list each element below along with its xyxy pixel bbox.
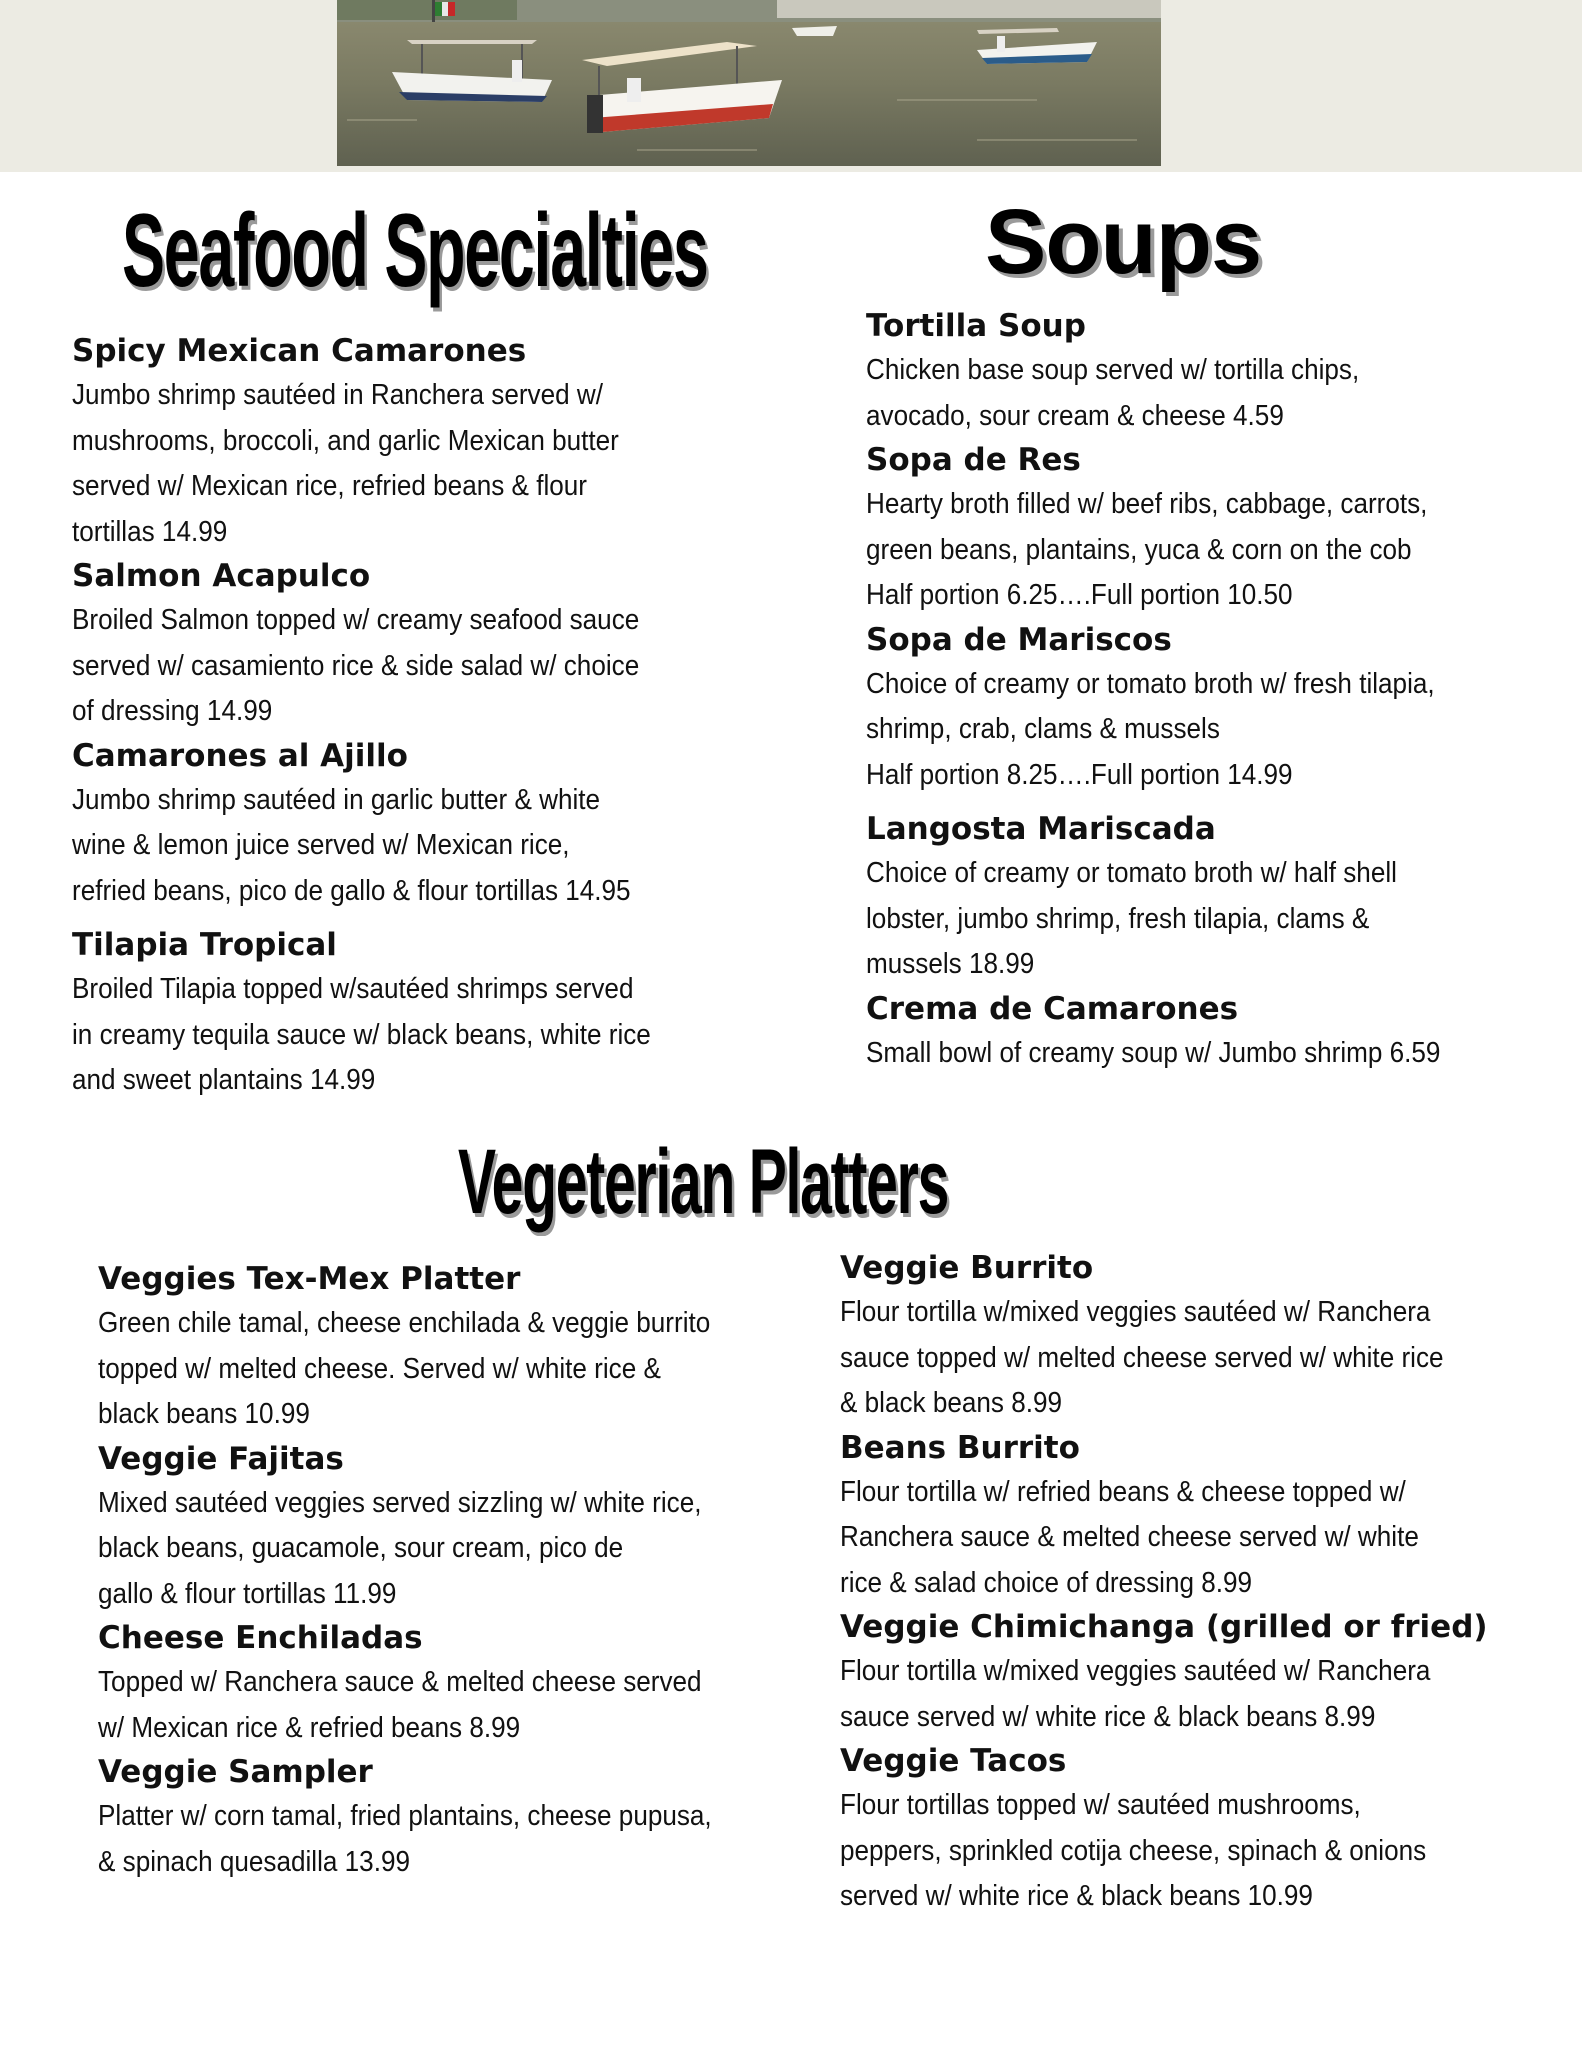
description-line: Flour tortilla w/ refried beans & cheese topped w/ bbox=[840, 1475, 1406, 1508]
description-line: Mixed sautéed veggies served sizzling w/ white rice, bbox=[98, 1486, 702, 1519]
description-line: Topped w/ Ranchera sauce & melted cheese served bbox=[98, 1666, 702, 1698]
description-line: mushrooms, broccoli, and garlic Mexican butter bbox=[72, 424, 619, 457]
menu-item-description bbox=[840, 1470, 1499, 1607]
description-line: Broiled Tilapia topped w/sautéed shrimps served bbox=[72, 973, 634, 1005]
menu-item bbox=[98, 1617, 778, 1751]
menu-item bbox=[98, 1438, 778, 1618]
description-line: tortillas 14.99 bbox=[72, 515, 228, 548]
menu-item-name: Cheese Enchiladas bbox=[98, 1620, 423, 1656]
description-line: served w/ casamiento rice & side salad w/ choice bbox=[72, 649, 640, 682]
description-line: black beans, guacamole, sour cream, pico de bbox=[98, 1532, 624, 1564]
description-line: Hearty broth filled w/ beef ribs, cabbage, carrots, bbox=[866, 488, 1428, 520]
vegetarian-list-left bbox=[98, 1258, 778, 1885]
menu-item-name: Beans Burrito bbox=[840, 1429, 1080, 1466]
description-line: & spinach quesadilla 13.99 bbox=[98, 1845, 410, 1878]
description-line: Flour tortillas topped w/ sautéed mushrooms, bbox=[840, 1789, 1361, 1821]
description-line: Jumbo shrimp sautéed in garlic butter & white bbox=[72, 783, 601, 816]
menu-item-name: Veggie Tacos bbox=[840, 1743, 1067, 1779]
menu-item-name: Veggies Tex-Mex Platter bbox=[98, 1261, 521, 1297]
menu-item-description bbox=[72, 598, 691, 735]
description-line: Jumbo shrimp sautéed in Ranchera served w/ bbox=[72, 379, 603, 411]
description-line: topped w/ melted cheese. Served w/ white rice & bbox=[98, 1352, 661, 1385]
description-line: black beans 10.99 bbox=[98, 1398, 310, 1430]
menu-item-description bbox=[840, 1290, 1499, 1427]
soups-list bbox=[866, 305, 1506, 1076]
menu-item-name: Salmon Acapulco bbox=[72, 558, 371, 594]
menu-item-description bbox=[72, 967, 691, 1104]
menu-item bbox=[866, 305, 1506, 439]
menu-item-name: Camarones al Ajillo bbox=[72, 737, 408, 774]
description-line: served w/ Mexican rice, refried beans & flour bbox=[72, 470, 587, 502]
menu-item bbox=[72, 330, 692, 555]
description-line: sauce topped w/ melted cheese served w/ white rice bbox=[840, 1341, 1444, 1374]
menu-item-description bbox=[72, 373, 691, 555]
menu-item bbox=[98, 1258, 778, 1438]
menu-item-description bbox=[866, 482, 1505, 619]
menu-item-name: Spicy Mexican Camarones bbox=[72, 333, 527, 369]
menu-item bbox=[72, 924, 692, 1104]
menu-item-description bbox=[72, 778, 691, 915]
menu-item-description bbox=[840, 1649, 1499, 1740]
menu-item-name: Crema de Camarones bbox=[866, 990, 1239, 1027]
description-line: of dressing 14.99 bbox=[72, 695, 273, 727]
menu-item-description bbox=[866, 662, 1505, 799]
boats-photo-image bbox=[337, 0, 1161, 166]
menu-item bbox=[866, 988, 1506, 1077]
description-line: wine & lemon juice served w/ Mexican rice, bbox=[72, 829, 570, 861]
description-line: avocado, sour cream & cheese 4.59 bbox=[866, 399, 1284, 432]
menu-item-name: Sopa de Mariscos bbox=[866, 621, 1172, 658]
description-line: Small bowl of creamy soup w/ Jumbo shrimp 6.59 bbox=[866, 1036, 1441, 1069]
boats-photo bbox=[337, 0, 1161, 166]
description-line: green beans, plantains, yuca & corn on the cob bbox=[866, 533, 1412, 566]
menu-item bbox=[840, 1427, 1500, 1607]
description-line: Choice of creamy or tomato broth w/ half shell bbox=[866, 857, 1397, 889]
menu-item-name: Sopa de Res bbox=[866, 442, 1081, 478]
menu-item bbox=[72, 735, 692, 915]
description-line: gallo & flour tortillas 11.99 bbox=[98, 1577, 397, 1610]
menu-item-name: Tortilla Soup bbox=[866, 308, 1086, 344]
description-line: sauce served w/ white rice & black beans 8.99 bbox=[840, 1700, 1376, 1733]
description-line: refried beans, pico de gallo & flour tortillas 14.95 bbox=[72, 874, 631, 907]
vegetarian-heading: Vegeterian Platters bbox=[458, 1131, 949, 1233]
menu-item-description bbox=[98, 1301, 777, 1438]
description-line: served w/ white rice & black beans 10.99 bbox=[840, 1880, 1313, 1912]
description-line: Flour tortilla w/mixed veggies sautéed w/ Ranchera bbox=[840, 1655, 1431, 1687]
menu-item-name: Veggie Fajitas bbox=[98, 1440, 344, 1477]
description-line: shrimp, crab, clams & mussels bbox=[866, 713, 1220, 745]
menu-item-description bbox=[866, 1031, 1505, 1077]
menu-item-name: Veggie Sampler bbox=[98, 1754, 373, 1790]
menu-item-description bbox=[98, 1481, 777, 1618]
menu-item bbox=[72, 555, 692, 735]
menu-item bbox=[840, 1247, 1500, 1427]
menu-item-name: Veggie Burrito bbox=[840, 1250, 1094, 1286]
menu-item bbox=[866, 439, 1506, 619]
menu-item-description bbox=[866, 851, 1505, 988]
description-line: Broiled Salmon topped w/ creamy seafood sauce bbox=[72, 604, 640, 636]
description-line: Flour tortilla w/mixed veggies sautéed w/ Ranchera bbox=[840, 1296, 1431, 1328]
description-line: Half portion 8.25….Full portion 14.99 bbox=[866, 758, 1293, 791]
description-line: Ranchera sauce & melted cheese served w/ white bbox=[840, 1521, 1419, 1553]
menu-item bbox=[866, 808, 1506, 988]
menu-item bbox=[866, 619, 1506, 799]
menu-item-description bbox=[866, 348, 1505, 439]
menu-item-description bbox=[98, 1794, 777, 1885]
menu-item-name: Tilapia Tropical bbox=[72, 927, 337, 963]
menu-item bbox=[840, 1606, 1500, 1740]
menu-item-description bbox=[840, 1783, 1499, 1920]
menu-item-description bbox=[98, 1660, 777, 1751]
menu-item bbox=[840, 1740, 1500, 1920]
description-line: Chicken base soup served w/ tortilla chips, bbox=[866, 354, 1360, 386]
description-line: Half portion 6.25….Full portion 10.50 bbox=[866, 579, 1293, 611]
description-line: and sweet plantains 14.99 bbox=[72, 1064, 376, 1096]
description-line: Green chile tamal, cheese enchilada & veggie burrito bbox=[98, 1307, 711, 1339]
menu-item-name: Langosta Mariscada bbox=[866, 811, 1216, 847]
description-line: rice & salad choice of dressing 8.99 bbox=[840, 1566, 1253, 1599]
soups-heading: Soups bbox=[985, 191, 1262, 293]
description-line: Choice of creamy or tomato broth w/ fresh tilapia, bbox=[866, 667, 1435, 700]
description-line: Platter w/ corn tamal, fried plantains, cheese pupusa, bbox=[98, 1800, 712, 1832]
description-line: peppers, sprinkled cotija cheese, spinach & onions bbox=[840, 1834, 1427, 1867]
description-line: & black beans 8.99 bbox=[840, 1387, 1063, 1419]
description-line: w/ Mexican rice & refried beans 8.99 bbox=[98, 1711, 521, 1744]
menu-item bbox=[98, 1751, 778, 1885]
menu-item-name: Veggie Chimichanga (grilled or fried) bbox=[840, 1609, 1488, 1645]
description-line: in creamy tequila sauce w/ black beans, white rice bbox=[72, 1018, 651, 1051]
seafood-heading: Seafood Specialties bbox=[122, 193, 708, 309]
description-line: lobster, jumbo shrimp, fresh tilapia, clams & bbox=[866, 902, 1370, 935]
description-line: mussels 18.99 bbox=[866, 948, 1035, 980]
vegetarian-list-right bbox=[840, 1247, 1500, 1920]
seafood-list bbox=[72, 330, 692, 1104]
